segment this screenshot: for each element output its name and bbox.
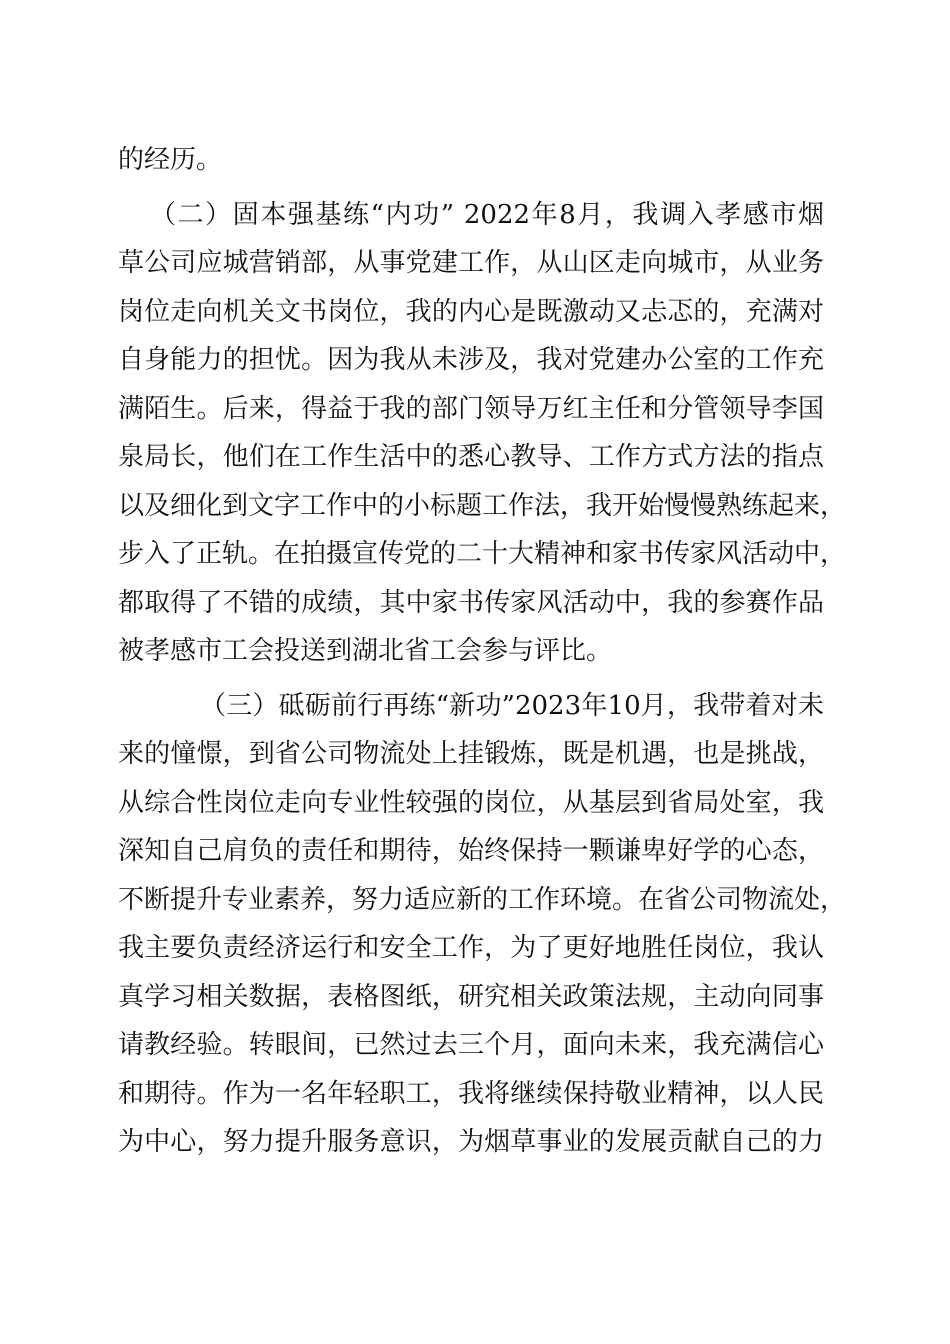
- text-line: 都取得了不错的成绩，其中家书传家风活动中，我的参赛作品: [118, 587, 824, 618]
- section-3-heading-line: （三）砥砺前行再练“新功”2023年10月，我带着对未: [200, 690, 824, 721]
- text-line: 来的憧憬，到省公司物流处上挂锻炼，既是机遇，也是挑战，: [118, 739, 824, 769]
- paragraph-section-2: [118, 191, 847, 676]
- text-line: 满陌生。后来，得益于我的部门领导万红主任和分管领导李国: [118, 393, 824, 424]
- text-line: 真学习相关数据，表格图纸，研究相关政策法规，主动向同事: [118, 981, 824, 1012]
- text-line: 不断提升专业素养，努力适应新的工作环境。在省公司物流处，: [118, 884, 847, 915]
- text-line: 深知自己肩负的责任和期待，始终保持一颗谦卑好学的心态，: [118, 836, 824, 866]
- text-line: 我主要负责经济运行和安全工作，为了更好地胜任岗位，我认: [118, 933, 824, 963]
- text-line: 岗位走向机关文书岗位，我的内心是既激动又忐忑的，充满对: [118, 296, 824, 327]
- section-2-heading-line: （二）固本强基练“内功” 2022年8月，我调入孝感市烟: [150, 199, 824, 230]
- document-page: [118, 136, 847, 1167]
- text-line: 请教经验。转眼间，已然过去三个月，面向未来，我充满信心: [118, 1030, 824, 1060]
- text-line: 的经历。: [118, 145, 223, 175]
- text-line: 为中心，努力提升服务意识，为烟草事业的发展贡献自己的力: [118, 1127, 824, 1157]
- paragraph-section-3: [118, 682, 847, 1167]
- text-line: 自身能力的担忧。因为我从未涉及，我对党建办公室的工作充: [118, 345, 824, 375]
- text-line: 泉局长，他们在工作生活中的悉心教导、工作方式方法的指点: [118, 442, 824, 472]
- text-line: 和期待。作为一名年轻职工，我将继续保持敬业精神，以人民: [118, 1078, 824, 1109]
- paragraph-intro-end: [118, 136, 824, 185]
- text-line: 从综合性岗位走向专业性较强的岗位，从基层到省局处室，我: [118, 787, 824, 818]
- text-line: 步入了正轨。在拍摄宣传党的二十大精神和家书传家风活动中，: [118, 539, 847, 569]
- text-line: 草公司应城营销部，从事党建工作，从山区走向城市，从业务: [118, 248, 824, 278]
- text-line: 以及细化到文字工作中的小标题工作法，我开始慢慢熟练起来，: [118, 490, 847, 521]
- text-line: 被孝感市工会投送到湖北省工会参与评比。: [118, 636, 613, 666]
